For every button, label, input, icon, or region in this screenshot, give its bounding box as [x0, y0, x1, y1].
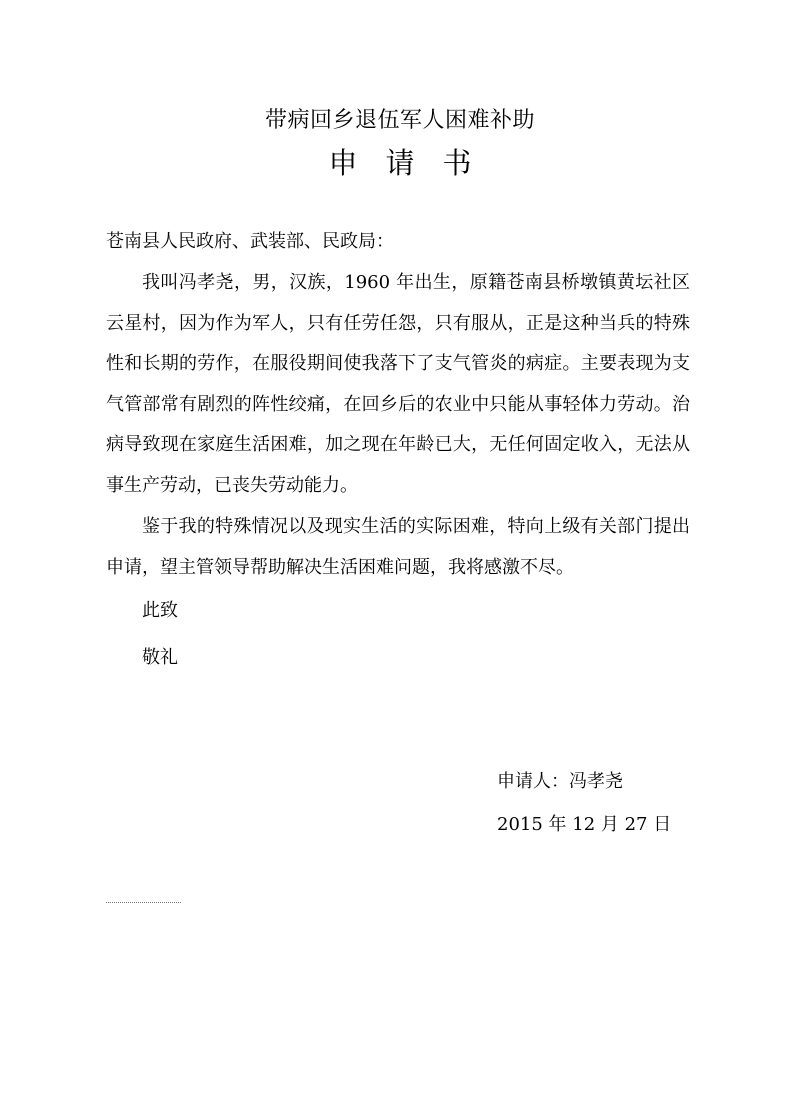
subtitle-char: 申 [328, 146, 358, 180]
document-subtitle [0, 141, 792, 182]
document-title: 带病回乡退伍军人困难补助 [264, 108, 535, 133]
subtitle-char: 书 [442, 146, 472, 180]
applicant-signature: 申请人：冯孝尧 [497, 771, 623, 792]
footnote-divider [106, 902, 181, 903]
body-paragraph-2: 鉴于我的特殊情况以及现实生活的实际困难，特向上级有关部门提出申请，望主管领导帮助解决生活困难问题，我将感激不尽。 [106, 516, 690, 578]
body-paragraph-1: 我叫冯孝尧，男，汉族，1960 年出生，原籍苍南县桥墩镇黄坛社区云星村，因为作为军人，只有任劳任怨，只有服从，正是这种当兵的特殊性和长期的劳作，在服役期间使我落下了支气管炎的病症。主要表现为支气管部常有剧烈的阵性绞痛，在回乡后的农业中只能从事轻体力劳动。治病导致现在家庭生活困难，加之现在年龄已大，无任何固定收入，无法从事生产劳动，已丧失劳动能力。 [106, 272, 690, 496]
salutation: 苍南县人民政府、武装部、民政局： [106, 231, 394, 252]
application-date: 2015 年 12 月 27 日 [497, 814, 672, 835]
closing-cizhi: 此致 [142, 600, 178, 621]
closing-jingli: 敬礼 [142, 647, 178, 668]
subtitle-char: 请 [385, 146, 415, 180]
